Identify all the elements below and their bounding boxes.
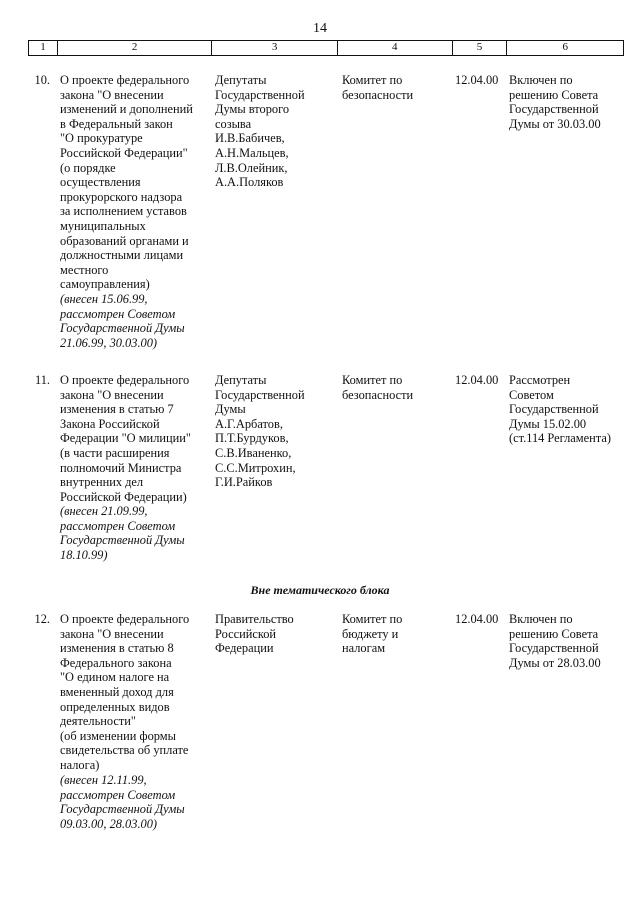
section-title: Вне тематического блока: [250, 583, 390, 597]
status: Рассмотрен Советом Государственной Думы 15.02.00 (ст.114 Регламента): [509, 373, 611, 446]
bill-note: (внесен 15.06.99, рассмотрен Советом Государственной Думы 21.06.99, 30.03.00): [60, 292, 185, 350]
column-number-6: 6: [506, 41, 623, 55]
column-number-5: 5: [452, 41, 507, 55]
date: 12.04.00: [455, 612, 499, 626]
date: 12.04.00: [455, 73, 499, 87]
committee: Комитет по безопасности: [342, 373, 414, 402]
bill-title: О проекте федерального закона "О внесении изменений и дополнений в Федеральный закон "О прокуратуре Российской Федерации" (о порядке осуществления прокурорского надзора за исполнением уставов муниципальных образований органами и должностными лицами местного самоуправления): [60, 73, 193, 292]
bill-note: (внесен 12.11.99, рассмотрен Советом Государственной Думы 09.03.00, 28.03.00): [60, 773, 185, 831]
column-number-1: 1: [40, 41, 46, 53]
column-number-3: 3: [211, 41, 337, 55]
column-number-header: [28, 40, 624, 56]
bill-authors: Депутаты Государственной Думы второго созыва И.В.Бабичев, А.Н.Мальцев, Л.В.Олейник, А.А.Поляков: [215, 73, 305, 190]
row-number: 11.: [34, 373, 50, 387]
status: Включен по решению Совета Государственной Думы от 30.03.00: [509, 73, 601, 131]
column-number-4: 4: [337, 41, 452, 55]
column-number-2: 2: [57, 41, 211, 55]
bill-authors: Депутаты Государственной Думы А.Г.Арбатов, П.Т.Бурдуков, С.В.Иваненко, С.С.Митрохин, Г.И.Райков: [215, 373, 305, 490]
bill-title: О проекте федерального закона "О внесении изменения в статью 7 Закона Российской Федерации "О милиции" (в части расширения полномочий Министра внутренних дел Российской Федерации): [60, 373, 191, 504]
bill-note: (внесен 21.09.99, рассмотрен Советом Государственной Думы 18.10.99): [60, 504, 185, 562]
row-number: 10.: [34, 73, 50, 87]
date: 12.04.00: [455, 373, 499, 387]
page-number: 14: [313, 21, 327, 36]
bill-title: О проекте федерального закона "О внесении изменения в статью 8 Федерального закона "О едином налоге на вмененный доход для определенных видов деятельности" (об изменении формы свидетельства об уплате налога): [60, 612, 190, 772]
bill-authors: Правительство Российской Федерации: [215, 612, 294, 656]
committee: Комитет по бюджету и налогам: [342, 612, 403, 656]
row-number: 12.: [34, 612, 50, 626]
status: Включен по решению Совета Государственной Думы от 28.03.00: [509, 612, 601, 670]
committee: Комитет по безопасности: [342, 73, 414, 102]
